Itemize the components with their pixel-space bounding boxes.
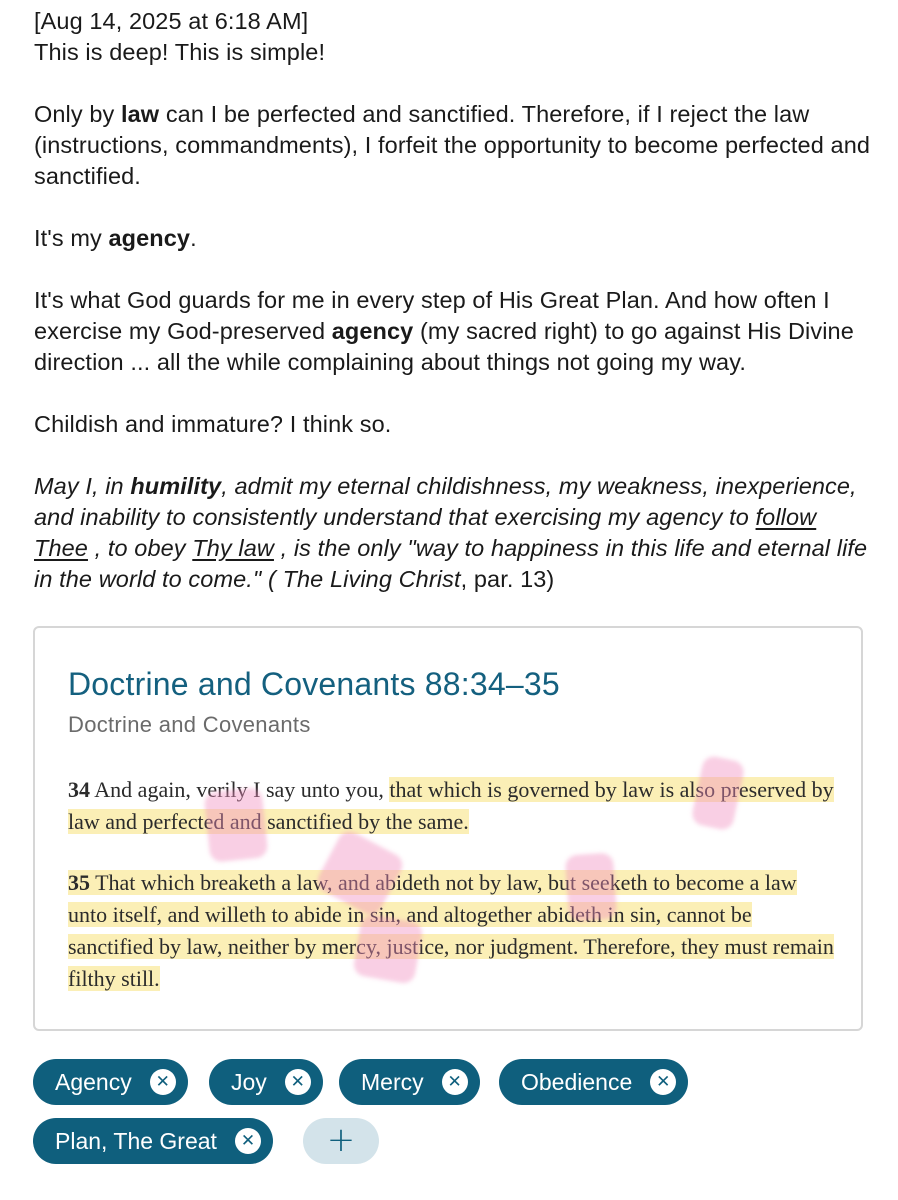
- note-paragraph-prayer: May I, in humility, admit my eternal childishness, my weakness, inexperience, and inability to consistently understand that exercising my agency to follow Thee , to obey Thy law , is the only "way to happiness in this life and eternal life in the world to come." ( The Living Christ, par. 13): [34, 473, 868, 592]
- verse-34: 34 And again, verily I say unto you, that which is governed by law is also preserved by law and perfected and sanctified by the same.: [68, 777, 834, 834]
- journal-note: [34, 6, 874, 595]
- verse-number: 35: [68, 870, 90, 895]
- remove-tag-icon[interactable]: ✕: [442, 1069, 468, 1095]
- link-follow-thee[interactable]: follow Thee: [34, 504, 817, 561]
- verse-number: 34: [68, 777, 90, 802]
- note-paragraph-law: Only by law can I be perfected and sanctified. Therefore, if I reject the law (instructions, commandments), I forfeit the opportunity to become perfected and sanctified.: [34, 101, 871, 189]
- book-title: The Living Christ: [282, 566, 461, 592]
- verse-35: [68, 867, 838, 995]
- tag-obedience[interactable]: Obedience ✕: [499, 1059, 688, 1105]
- tag-plan-the-great[interactable]: Plan, The Great ✕: [33, 1118, 273, 1164]
- scripture-card[interactable]: [33, 626, 863, 1031]
- note-paragraph-agency: It's my agency.: [34, 225, 197, 251]
- remove-tag-icon[interactable]: ✕: [235, 1128, 261, 1154]
- note-paragraph-plan: It's what God guards for me in every step of His Great Plan. And how often I exercise my God-preserved agency (my sacred right) to go against His Divine direction ... all the while complaining about things not going my way.: [34, 287, 854, 375]
- remove-tag-icon[interactable]: ✕: [150, 1069, 176, 1095]
- scripture-book-subtitle: Doctrine and Covenants: [68, 712, 311, 737]
- remove-tag-icon[interactable]: ✕: [285, 1069, 311, 1095]
- tag-mercy[interactable]: Mercy ✕: [339, 1059, 480, 1105]
- highlighted-text: that which is governed by law is also preserved by law and perfected and sanctified by the same.: [68, 777, 834, 834]
- note-timestamp: [Aug 14, 2025 at 6:18 AM]: [34, 8, 309, 34]
- note-line-1: This is deep! This is simple!: [34, 39, 326, 65]
- link-thy-law[interactable]: Thy law: [192, 535, 274, 561]
- scripture-reference-title[interactable]: Doctrine and Covenants 88:34–35: [68, 666, 560, 702]
- scripture-verses: [68, 774, 838, 995]
- highlighted-text: 35 That which breaketh a law, and abideth not by law, but seeketh to become a law unto itself, and willeth to abide in sin, and altogether abideth in sin, cannot be sanctified by law, neither by mercy, justice, nor judgment. Therefore, they must remain filthy still.: [68, 870, 834, 991]
- remove-tag-icon[interactable]: ✕: [650, 1069, 676, 1095]
- tag-agency[interactable]: Agency ✕: [33, 1059, 188, 1105]
- tag-joy[interactable]: Joy ✕: [209, 1059, 323, 1105]
- note-paragraph-childish: Childish and immature? I think so.: [34, 411, 392, 437]
- add-tag-button[interactable]: +: [303, 1118, 379, 1164]
